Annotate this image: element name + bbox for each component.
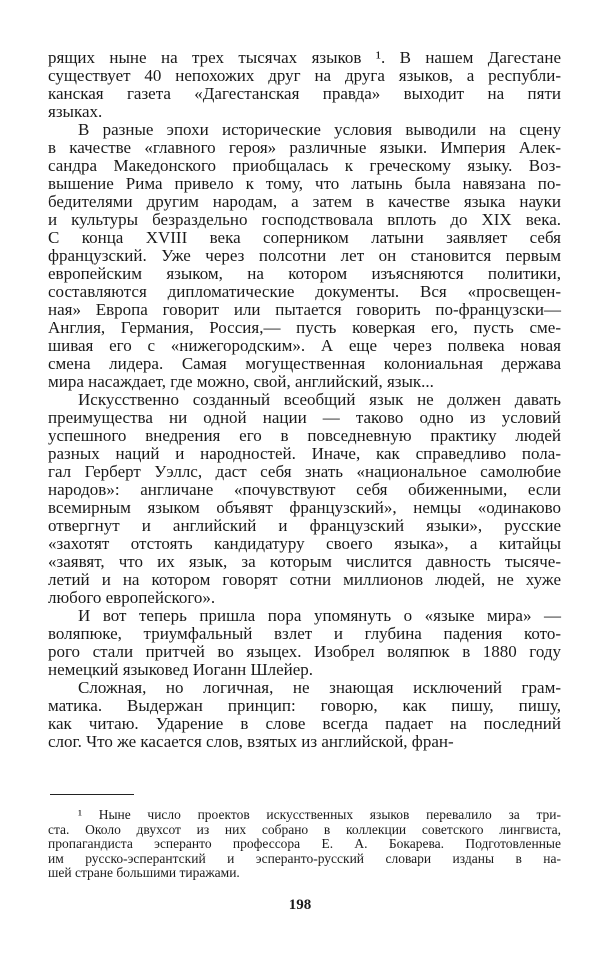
paragraph [48,679,561,751]
text-line: канская газета «Дагестанская правда» выходит на пяти [48,84,561,103]
footnote [48,808,561,881]
text-line: шивая его с «нижегородским». А еще через полвека новая [48,336,561,355]
text-line: мира насаждает, где можно, свой, английский, язык... [48,372,434,391]
footnote-line: ¹ Ныне число проектов искусственных языков перевалило за три- [78,807,561,822]
text-line: как читаю. Ударение в слове всегда падает на последний [48,714,561,733]
main-text [48,49,561,751]
text-line: слог. Что же касается слов, взятых из английской, фран- [48,732,454,751]
text-line: составляются дипломатические документы. Вся «просвещен- [48,282,561,301]
text-line: существует 40 непохожих друг на друга языков, а республи- [48,66,561,85]
text-line: успешного внедрения его в повседневную практику людей [48,426,561,445]
text-line: ная» Европа говорит или пытается говорить по-французски— [48,300,561,319]
text-line: С конца XVIII века соперником латыни заявляет себя [48,228,561,247]
footnote-line: им русско-эсперантский и эсперанто-русский словари изданы в на- [48,850,561,866]
text-line: народов»: англичане «почувствуют себя обиженными, если [48,480,561,499]
text-line: И вот теперь пришла пора упомянуть о «языке мира» — [78,606,561,625]
text-line: и культуры безраздельно господствовала вплоть до XIX века. [48,210,561,229]
text-line: Англия, Германия, Россия,— пусть коверкая его, пусть сме- [48,318,561,337]
text-line: смена лидера. Самая могущественная колониальная держава [48,354,561,373]
text-line: языках. [48,102,103,121]
text-line: преимущества ни одной нации — таково одно из условий [48,408,561,427]
footnote-line: шей стране большими тиражами. [48,865,240,881]
paragraph [48,391,561,607]
text-line: гал Герберт Уэллс, даст себя знать «национальное самолюбие [48,462,561,481]
text-line: матика. Выдержан принцип: говорю, как пишу, пишу, [48,696,561,715]
page-number: 198 [288,897,312,913]
text-line: «заявят, что их язык, за которым числится давность тысяче- [48,552,561,571]
text-line: рящих ныне на трех тысячах языков ¹. В нашем Дагестане [48,48,561,67]
text-line: бедителями другим народам, а затем в качестве языка науки [48,192,561,211]
text-line: Искусственно созданный всеобщий язык не должен давать [78,390,561,409]
text-line: сандра Македонского приобщалась к греческому языку. Воз- [48,156,561,175]
text-line: «захотят отстоять кандидатуру своего языка», а китайцы [48,534,561,553]
text-line: летий и на котором говорят сотни миллионов людей, не хуже [48,570,561,589]
text-line: рого стали притчей во языцех. Изобрел воляпюк в 1880 году [48,642,561,661]
text-line: европейским языком, на котором изъясняются политики, [48,264,561,283]
text-line: разных наций и народностей. Иначе, как справедливо пола- [48,444,561,463]
text-line: всемирным языком объявят французский», немцы «одинаково [48,498,561,517]
text-line: вышение Рима привело к тому, что латынь была навязана по- [48,174,561,193]
paragraph [48,49,561,121]
text-line: отвергнут и английский и французский языки», русские [48,516,561,535]
footnote-line: пропагандиста эсперанто профессора Е. А. Бокарева. Подготовленные [48,836,561,852]
footnote-separator [50,794,134,795]
text-line: французский. Уже через полсотни лет он становится первым [48,246,561,265]
paragraph [48,607,561,679]
text-line: В разные эпохи исторические условия выводили на сцену [78,120,561,139]
text-line: в качестве «главного героя» различные языки. Империя Алек- [48,138,561,157]
text-line: немецкий языковед Иоганн Шлейер. [48,660,314,679]
paragraph [48,121,561,391]
text-line: воляпюке, триумфальный взлет и глубина падения кото- [48,624,561,643]
footnote-line: ста. Около двухсот из них собрано в коллекции советского лингвиста, [48,821,561,837]
text-line: любого европейского». [48,588,216,607]
text-line: Сложная, но логичная, не знающая исключений грам- [78,678,561,697]
